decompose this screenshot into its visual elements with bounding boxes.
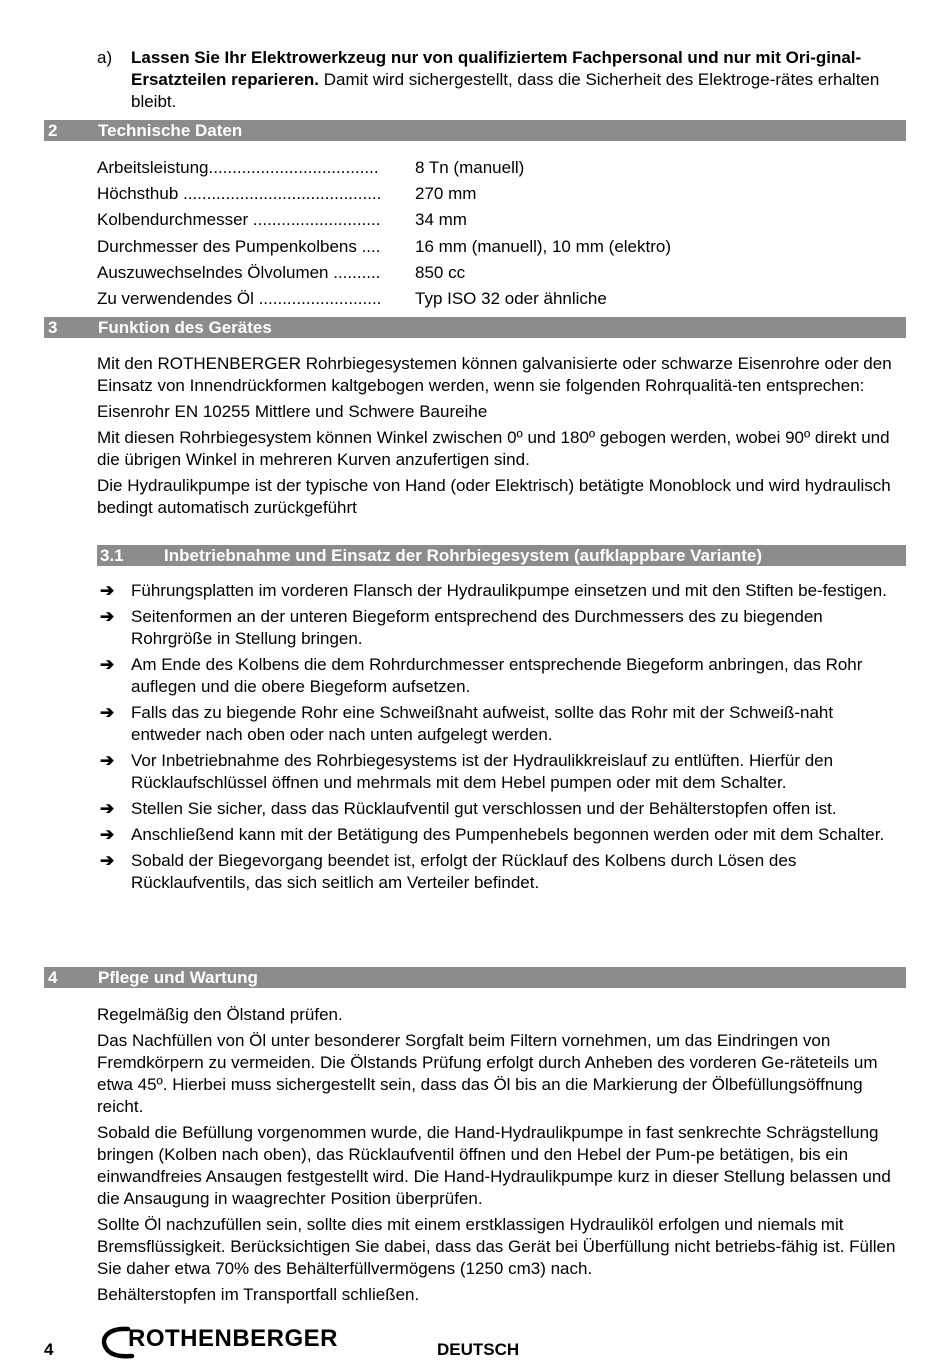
arrow-right-icon: ➔ xyxy=(100,825,115,844)
spec-row xyxy=(97,155,907,181)
list-item xyxy=(100,606,905,650)
section-title: Technische Daten xyxy=(98,121,243,140)
list-item xyxy=(100,850,905,894)
section-heading-2 xyxy=(44,120,906,141)
instruction-list xyxy=(100,580,905,898)
page-number: 4 xyxy=(44,1340,54,1359)
spec-label: Zu verwendendes Öl .......................... xyxy=(97,288,382,308)
section-title: Funktion des Gerätes xyxy=(98,318,272,337)
spec-value: Typ ISO 32 oder ähnliche xyxy=(415,288,607,308)
spec-row xyxy=(97,181,907,207)
section-number: 3 xyxy=(48,318,58,337)
spec-label: Arbeitsleistung.................................... xyxy=(97,158,379,177)
spec-row xyxy=(97,207,907,233)
list-item xyxy=(100,702,905,746)
intro-bold-text: Lassen Sie Ihr Elektrowerkzeug nur von qualifiziertem Fachpersonal und nur mit Ori-ginal-Ersatzteilen reparieren. xyxy=(131,48,862,89)
paragraph: Sobald die Befüllung vorgenommen wurde, die Hand-Hydraulikpumpe in fast senkrechte Schrägstellung bringen (Kolben nach oben), das Rücklaufventil öffnen und den Hebel der Pum-pe betätigen, bis ein einwandfreies Ansaugen festgestellt wird. Die Hand-Hydraulikpumpe kurz in dieser Stellung belassen und die Ansaugung in waagrechter Position überprüfen. xyxy=(97,1123,891,1208)
list-item-text: Falls das zu biegende Rohr eine Schweißnaht aufweist, sollte das Rohr mit der Schweiß-naht entweder nach oben oder nach unten aufgelegt werden. xyxy=(131,703,834,744)
paragraph: Die Hydraulikpumpe ist der typische von Hand (oder Elektrisch) betätigte Monoblock und wird hydraulisch bedingt automatisch zurückgeführt xyxy=(97,476,891,517)
paragraph: Mit diesen Rohrbiegesystem können Winkel zwischen 0º und 180º gebogen werden, wobei 90º direkt und die übrigen Winkel in mehreren Kurven anzufertigen sind. xyxy=(97,428,890,469)
paragraph: Das Nachfüllen von Öl unter besonderer Sorgfalt beim Filtern vornehmen, um das Eindringen von Fremdkörpern zu vermeiden. Die Ölstands Prüfung erfolgt durch Anheben des vorderen Ge-räteteils um etwa 45º. Hierbei muss sichergestellt sein, dass das Öl bis an die Markierung der Ölbefüllungsöffnung reicht. xyxy=(97,1031,878,1116)
intro-normal-text: Damit wird sichergestellt, dass die Sicherheit des Elektroge-rätes erhalten bleibt. xyxy=(131,70,880,111)
section-number: 2 xyxy=(48,121,58,140)
section-number: 3.1 xyxy=(100,546,124,565)
section-heading-3 xyxy=(44,317,906,338)
spec-row xyxy=(97,234,907,260)
spec-label: Durchmesser des Pumpenkolbens .... xyxy=(97,236,381,256)
list-item xyxy=(100,654,905,698)
section-number: 4 xyxy=(48,968,58,987)
list-item xyxy=(100,750,905,794)
spec-value: 8 Tn (manuell) xyxy=(415,158,525,177)
spec-value: 34 mm xyxy=(415,210,467,230)
spec-value: 16 mm (manuell), 10 mm (elektro) xyxy=(415,236,672,256)
arrow-right-icon: ➔ xyxy=(100,655,115,674)
arrow-right-icon: ➔ xyxy=(100,751,115,770)
rothenberger-logo xyxy=(98,1324,348,1360)
section-title: Pflege und Wartung xyxy=(98,968,258,987)
list-item-text: Sobald der Biegevorgang beendet ist, erfolgt der Rücklauf des Kolbens durch Lösen des Rücklaufventils, das sich seitlich am Verteiler befindet. xyxy=(131,851,797,892)
section-4-body xyxy=(97,1004,905,1310)
paragraph: Mit den ROTHENBERGER Rohrbiegesystemen können galvanisierte oder schwarze Eisenrohre oder den Einsatz von Innendrückformen kaltgebogen werden, wenn sie folgenden Rohrqualitä-ten entsprechen: xyxy=(97,354,892,395)
arrow-right-icon: ➔ xyxy=(100,581,115,600)
spec-row xyxy=(97,286,907,312)
spec-value: 270 mm xyxy=(415,184,477,204)
list-item-text: Anschließend kann mit der Betätigung des Pumpenhebels begonnen werden oder mit dem Schalter. xyxy=(131,825,885,844)
list-item-text: Vor Inbetriebnahme des Rohrbiegesystems ist der Hydraulikkreislauf zu entlüften. Hierfür den Rücklaufschlüssel öffnen und mehrmals mit dem Hebel pumpen oder mit dem Schalter. xyxy=(131,751,834,792)
spec-label: Kolbendurchmesser ........................... xyxy=(97,210,381,230)
paragraph: Eisenrohr EN 10255 Mittlere und Schwere Baureihe xyxy=(97,402,488,421)
spec-value: 850 cc xyxy=(415,262,466,282)
section-heading-4 xyxy=(44,967,906,988)
language-label: DEUTSCH xyxy=(437,1340,520,1359)
paragraph: Behälterstopfen im Transportfall schließen. xyxy=(97,1285,420,1304)
section-title: Inbetriebnahme und Einsatz der Rohrbiegesystem (aufklappbare Variante) xyxy=(164,546,762,565)
list-marker: a) xyxy=(97,48,113,67)
section-heading-3-1 xyxy=(97,545,906,566)
spec-label: Höchsthub .......................................... xyxy=(97,184,382,204)
list-item-text: Führungsplatten im vorderen Flansch der Hydraulikpumpe einsetzen und mit den Stiften be-festigen. xyxy=(131,581,887,600)
arrow-right-icon: ➔ xyxy=(100,607,115,626)
paragraph: Sollte Öl nachzufüllen sein, sollte dies mit einem erstklassigen Hydrauliköl erfolgen und niemals mit Bremsflüssigkeit. Berücksichtigen Sie dabei, dass das Gerät bei Überfüllung nicht betriebs-fähig ist. Füllen Sie daher etwa 70% des Behälterfüllvermögens (1250 cm3) nach. xyxy=(97,1215,896,1278)
list-item-text: Seitenformen an der unteren Biegeform entsprechend des Durchmessers des zu biegenden Rohrgröße in Stellung bringen. xyxy=(131,607,823,648)
list-item xyxy=(100,798,905,820)
list-item-text: Stellen Sie sicher, dass das Rücklaufventil gut verschlossen und der Behälterstopfen offen ist. xyxy=(131,799,837,818)
technical-data-list xyxy=(97,155,907,312)
spec-label: Auszuwechselndes Ölvolumen .......... xyxy=(97,262,381,282)
list-item-text: Am Ende des Kolbens die dem Rohrdurchmesser entsprechende Biegeform anbringen, das Rohr auflegen und die obere Biegeform aufsetzen. xyxy=(131,655,863,696)
spec-row xyxy=(97,260,907,286)
arrow-right-icon: ➔ xyxy=(100,851,115,870)
logo-text: ROTHENBERGER xyxy=(128,1325,339,1352)
intro-text xyxy=(131,47,906,113)
arrow-right-icon: ➔ xyxy=(100,799,115,818)
section-3-body xyxy=(97,353,905,523)
list-item xyxy=(100,824,905,846)
list-item xyxy=(100,580,905,602)
arrow-right-icon: ➔ xyxy=(100,703,115,722)
paragraph: Regelmäßig den Ölstand prüfen. xyxy=(97,1005,343,1024)
